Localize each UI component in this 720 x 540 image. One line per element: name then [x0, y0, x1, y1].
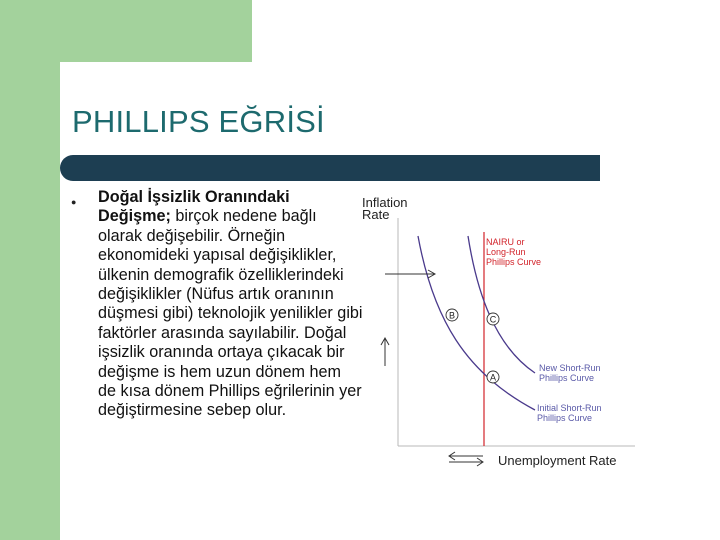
- green-left-band: [0, 0, 60, 540]
- initial-srpc-label-line2: Phillips Curve: [537, 413, 593, 423]
- point-c-label: C: [489, 314, 497, 325]
- bullet-body-text: birçok nedene bağlı olarak değişebilir. Örneğin ekonomideki yapısal değişiklikler, ülkenin demografik özelliklerindeki değişiklikler (Nüfus artık oranının düşmesi gibi) teknolojik yenilikler gibi faktörler arasında sayılabilir. Doğal işsizlik oranında ortaya çıkacak bir değişme is hem uzun dönem hem de kısa dönem Phillips eğrilerinin yer değiştirmesine sebep olur.: [98, 207, 363, 420]
- new-srpc-label-line2: Phillips Curve: [539, 373, 595, 383]
- lrpc-label-line1: NAIRU or: [486, 237, 525, 247]
- lrpc-label-line3: Phillips Curve: [486, 257, 542, 267]
- up-arrow-icon: [381, 338, 389, 366]
- point-b-label: B: [448, 310, 456, 321]
- point-c-marker: [487, 313, 499, 325]
- point-a-label: A: [489, 372, 497, 383]
- point-a-marker: [487, 371, 499, 383]
- y-axis-label-line1: Inflation: [362, 195, 408, 210]
- double-headed-arrow-icon: [449, 452, 483, 466]
- new-srpc-label-line1: New Short-Run: [539, 363, 601, 373]
- initial-srpc-label-line1: Initial Short-Run: [537, 403, 602, 413]
- lrpc-label-line2: Long-Run: [486, 247, 526, 257]
- slide-title: PHILLIPS EĞRİSİ: [72, 104, 325, 139]
- y-axis-label-line2: Rate: [362, 207, 390, 222]
- title-underline-bar: [60, 155, 600, 181]
- bullet-icon: ●: [71, 197, 77, 207]
- bullet-text: [98, 188, 363, 421]
- bullet-bold-text: Doğal İşsizlik Oranındaki Değişme;: [98, 188, 290, 226]
- point-b-marker: [446, 309, 458, 321]
- phillips-curve-diagram: [355, 188, 645, 478]
- x-axis-label: Unemployment Rate: [498, 453, 617, 468]
